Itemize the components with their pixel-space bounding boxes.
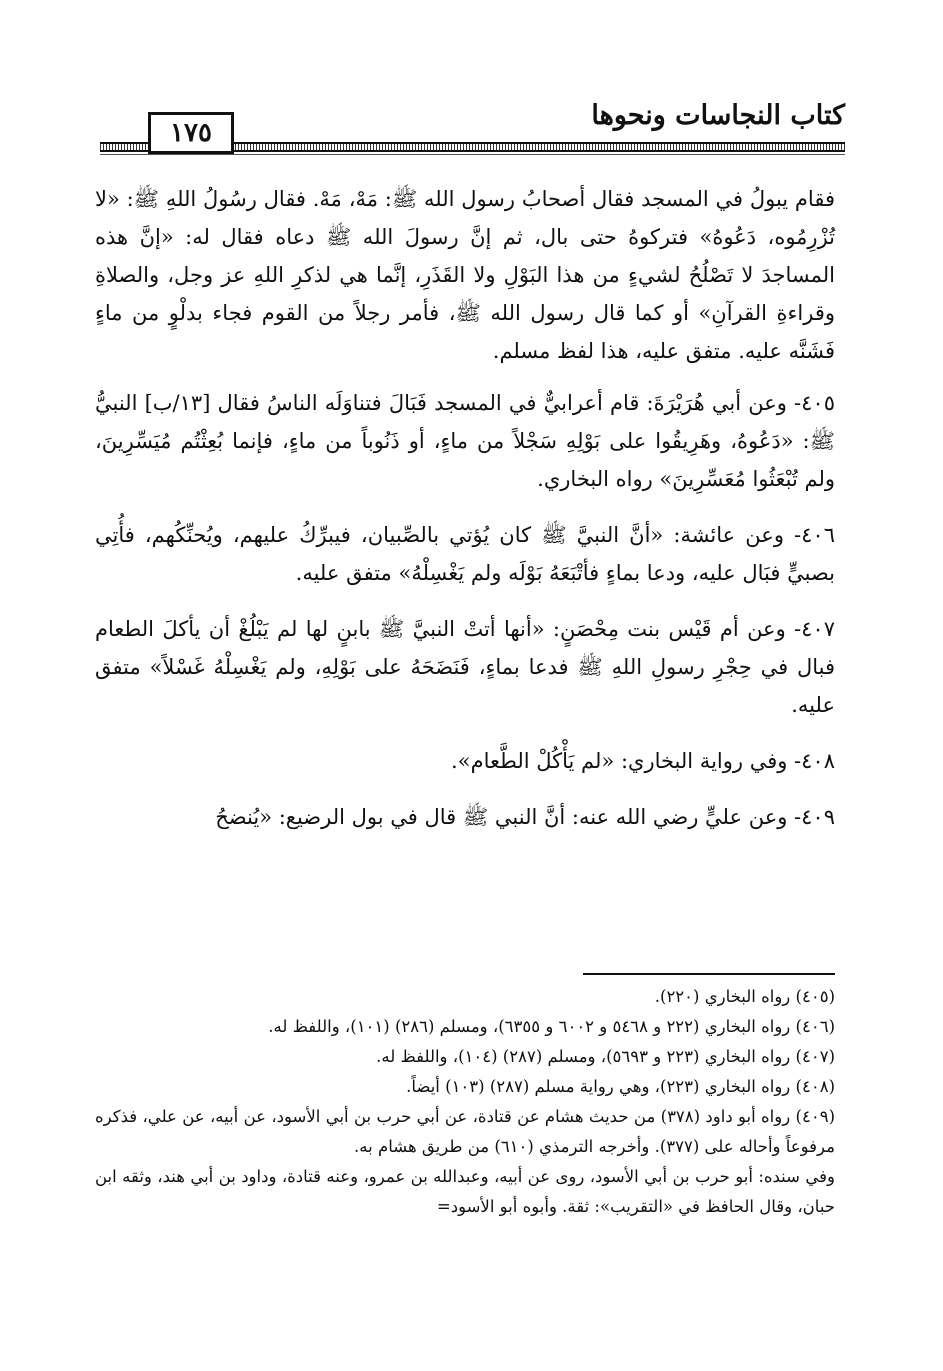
hadith-405: ٤٠٥- وعن أبي هُرَيْرَةَ: قام أعرابيٌّ في المسجد فَبَالَ فتناوَلَه الناسُ فقال [١٣/ب] النبيُّ ﷺ: «دَعُوهُ، وهَرِيقُوا على بَوْلِهِ سَجْلاً من ماءٍ، أو ذَنُوباً من ماءٍ، فإنما بُعِثْتُم مُيَسِّرِينَ، ولم تُبْعَثُوا مُعَسِّرِينَ» رواه البخاري. — [95, 391, 835, 491]
footnote-409: (٤٠٩) رواه أبو داود (٣٧٨) من حديث هشام عن قتادة، عن أبي حرب بن أبي الأسود، عن أبيه، عن علي، فذكره مرفوعاً وأحاله على (٣٧٧). وأخرجه الترمذي (٦١٠) من طريق هشام به. — [95, 1107, 836, 1156]
footnotes — [95, 982, 835, 1222]
paragraph-continuation: فقام يبولُ في المسجد فقال أصحابُ رسول الله ﷺ: مَهْ، مَهْ. فقال رسُولُ اللهِ ﷺ: «لا تُزْرِمُوه، دَعُوهُ» فتركوهُ حتى بال، ثم إنَّ رسولَ الله ﷺ دعاه فقال له: «إنَّ هذه المساجدَ لا تَصْلُحُ لشيءٍ من هذا البَوْلِ ولا القَذَرِ، إنَّما هي لذكرِ اللهِ عز وجل، والصلاةِ وقراءةِ القرآنِ» أو كما قال رسول الله ﷺ، فأمر رجلاً من القوم فجاء بدلْوٍ من ماءٍ فَشَنَّه عليه. متفق عليه، هذا لفظ مسلم. — [95, 187, 835, 363]
hadith-408: ٤٠٨- وفي رواية البخاري: «لم يَأْكُلْ الطَّعام». — [451, 749, 835, 773]
footnote-407: (٤٠٧) رواه البخاري (٢٢٣ و ٥٦٩٣)، ومسلم (٢٨٧) (١٠٤)، واللفظ له. — [376, 1047, 835, 1066]
header-thin-rule — [100, 154, 845, 155]
hadith-406: ٤٠٦- وعن عائشة: «أنَّ النبيَّ ﷺ كان يُؤتي بالصِّبيان، فيبرِّكُ عليهم، ويُحنِّكُهم، فأُتِي بصبيٍّ فبَال عليه، ودعا بماءٍ فأتْبَعَهُ بَوْلَه ولم يَغْسِلْهُ» متفق عليه. — [95, 523, 835, 585]
hadith-409: ٤٠٩- وعن عليٍّ رضي الله عنه: أنَّ النبي ﷺ قال في بول الرضيع: «يُنضحُ — [215, 805, 835, 829]
page-number: ١٧٥ — [148, 112, 234, 154]
hadith-407: ٤٠٧- وعن أم قَيْس بنت مِحْصَنٍ: «أنها أتتْ النبيَّ ﷺ بابنٍ لها لم يَبْلُغْ أن يأكلَ الطعام فبال في حِجْرِ رسولِ اللهِ ﷺ فدعا بماءٍ، فَنَضَحَهُ على بَوْلِهِ، ولم يَغْسِلْهُ غَسْلاً» متفق عليه. — [95, 617, 835, 717]
footnote-406: (٤٠٦) رواه البخاري (٢٢٢ و ٥٤٦٨ و ٦٠٠٢ و ٦٣٥٥)، ومسلم (٢٨٦) (١٠١)، واللفظ له. — [268, 1017, 835, 1036]
footnote-408: (٤٠٨) رواه البخاري (٢٢٣)، وهي رواية مسلم (٢٨٧) (١٠٣) أيضاً. — [406, 1077, 835, 1096]
chapter-title: كتاب النجاسات ونحوها — [591, 100, 845, 131]
footnote-separator — [583, 973, 835, 975]
page-header — [100, 92, 845, 162]
main-text — [95, 180, 835, 854]
footnote-409-continued: وفي سنده: أبو حرب بن أبي الأسود، روى عن أبيه، وعبدالله بن عمرو، وعنه قتادة، وداود بن أبي هند، وثقه ابن حبان، وقال الحافظ في «التقريب»: ثقة. وأبوه أبو الأسود= — [95, 1167, 835, 1216]
footnote-405: (٤٠٥) رواه البخاري (٢٢٠). — [654, 987, 835, 1006]
